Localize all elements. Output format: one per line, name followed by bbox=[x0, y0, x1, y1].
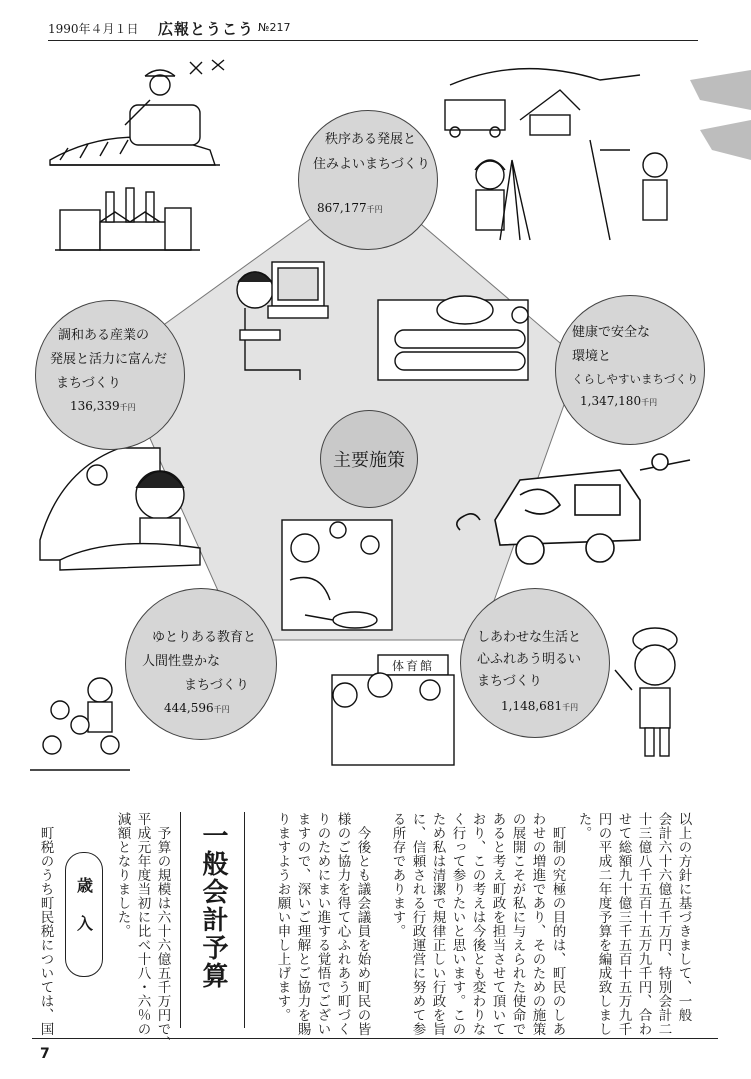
footer-divider bbox=[32, 1038, 718, 1039]
section-rule bbox=[244, 812, 245, 1028]
body-text-column: に、信頼される行政運営に努めて参 bbox=[409, 812, 426, 1036]
policy-circle-education bbox=[125, 588, 277, 740]
policy-amount: 136,339千円 bbox=[70, 399, 136, 413]
body-text-column: りのためにまい進する覚悟でござい bbox=[314, 812, 331, 1036]
body-text-column: 町税のうち町民税については、国 bbox=[37, 812, 54, 1036]
newsletter-title: 広報とうこう bbox=[158, 20, 255, 38]
body-text-column: おり、この考えは今後とも変わりな bbox=[469, 812, 486, 1036]
policy-amount: 867,177千円 bbox=[317, 201, 383, 215]
tennis-illustration bbox=[282, 520, 392, 630]
policy-circle-urban-development bbox=[298, 110, 438, 250]
body-text-column: あると考え町政を担当させて頂いて bbox=[489, 812, 506, 1036]
body-text-column: の展開こそが私に与えられた使命で bbox=[509, 812, 526, 1036]
classroom-illustration bbox=[30, 678, 130, 770]
gym-sign: 体育館 bbox=[391, 659, 434, 673]
policy-label-line1: 調和ある産業の bbox=[58, 328, 150, 343]
body-text-column: 会計六十六億五千万円、特別会計二 bbox=[655, 812, 672, 1036]
decorative-stripe bbox=[690, 70, 751, 110]
body-text-column: 平成元年度当初に比べ十八・六％の bbox=[134, 812, 151, 1036]
construction-site-illustration bbox=[445, 69, 667, 240]
policy-circle-happy-life bbox=[460, 588, 610, 738]
policy-label-line2: 心ふれあう明るい bbox=[477, 652, 582, 667]
policy-amount: 1,148,681千円 bbox=[501, 699, 579, 713]
body-text-column: く行って参りたいと思います。この bbox=[449, 812, 466, 1036]
main-policies-title: 主要施策 bbox=[320, 410, 418, 508]
body-text-column: 減額となりました。 bbox=[114, 812, 131, 938]
body-text-column: ますので、深いご理解とご協力を賜 bbox=[294, 812, 311, 1036]
policy-amount: 1,347,180千円 bbox=[580, 394, 658, 408]
policy-circle-safe-environment bbox=[555, 295, 705, 445]
page-number: 7 bbox=[40, 1046, 50, 1062]
issue-number: №217 bbox=[258, 21, 291, 34]
body-text-column: る所存であります。 bbox=[389, 812, 406, 938]
body-text-column: 今後とも議会議員を始め町民の皆 bbox=[354, 812, 371, 1036]
policy-label-line2: 発展と活力に富んだ bbox=[50, 352, 168, 367]
subsection-revenue: 歳入 bbox=[65, 852, 103, 977]
body-text-column: 円の平成二年度予算を編成致しまし bbox=[595, 812, 612, 1036]
body-text-column: せて総額九十億三千五百十五万九千 bbox=[615, 812, 632, 1036]
issue-date: 1990年４月１日 bbox=[48, 22, 139, 36]
boy-waving-illustration bbox=[615, 628, 677, 756]
policy-label-line2: 人間性豊かな bbox=[142, 654, 221, 669]
body-text-column: ため私は清潔で規律正しい行政を旨 bbox=[429, 812, 446, 1036]
body-text-column: た。 bbox=[575, 812, 592, 840]
sewer-pipes-illustration bbox=[378, 296, 528, 380]
factory-illustration bbox=[55, 188, 200, 250]
body-text-column: りますようお願い申し上げます。 bbox=[274, 812, 291, 1022]
policy-label-line2: 環境と bbox=[572, 349, 612, 364]
policy-label-line3: まちづくり bbox=[184, 678, 249, 693]
policy-label-line3: まちづくり bbox=[56, 376, 121, 391]
body-text-column: 以上の方針に基づきまして、一般 bbox=[675, 812, 692, 1022]
body-text-column: 様のご協力を得て心ふれあう町づく bbox=[334, 812, 351, 1036]
body-text-column: 町制の究極の目的は、町民のしあ bbox=[549, 812, 566, 1036]
policy-circle-industry bbox=[35, 300, 185, 450]
policy-label-line3: まちづくり bbox=[477, 674, 542, 689]
section-title-general-budget: 一般会計予算 bbox=[198, 822, 228, 990]
policy-amount: 444,596千円 bbox=[164, 701, 230, 715]
policy-label-line3: くらしやすいまちづくり bbox=[572, 372, 699, 386]
body-text-column: 予算の規模は六十六億五千万円で、 bbox=[154, 812, 171, 1050]
decorative-stripe bbox=[700, 120, 751, 160]
body-text-column: 十三億八千五百十五万九千円、合わ bbox=[635, 812, 652, 1036]
farmer-tractor-illustration bbox=[50, 60, 224, 165]
policy-label-line1: ゆとりある教育と bbox=[152, 630, 257, 645]
section-rule bbox=[180, 812, 181, 1028]
policy-label-line1: しあわせな生活と bbox=[477, 630, 582, 645]
body-text-column: わせの増進であり、そのための施策 bbox=[529, 812, 546, 1036]
policy-label-line2: 住みよいまちづくり bbox=[313, 157, 430, 172]
policy-label-line1: 健康で安全な bbox=[572, 325, 651, 340]
policy-label-line1: 秩序ある発展と bbox=[325, 132, 417, 147]
